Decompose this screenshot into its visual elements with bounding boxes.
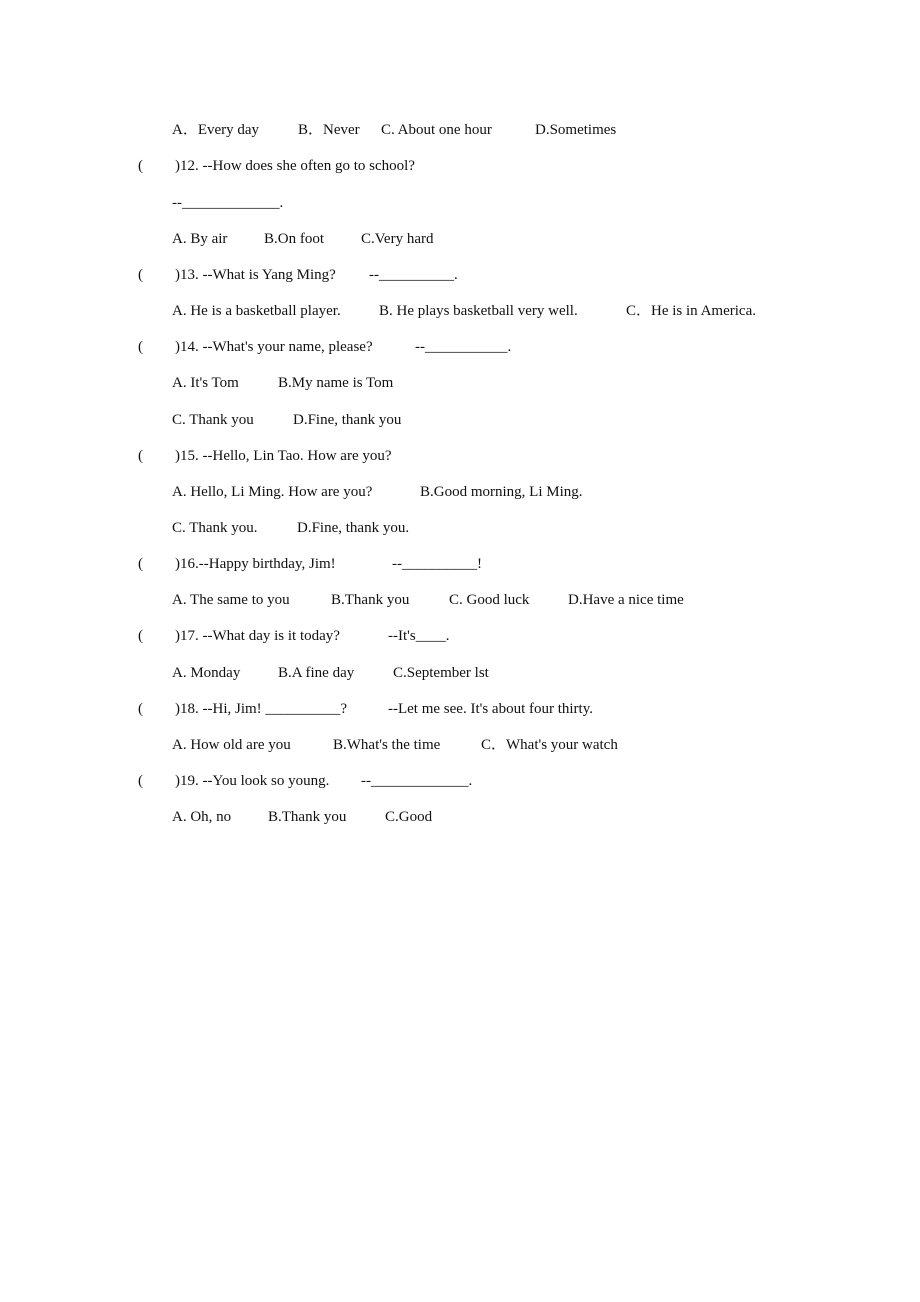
answer-bracket: (: [138, 773, 143, 789]
answer-bracket: (: [138, 339, 143, 355]
answer-bracket: (: [138, 628, 143, 644]
reply-blank: --__________!: [392, 556, 482, 572]
question-stem: )16.--Happy birthday, Jim!: [175, 556, 336, 572]
question-stem: )18. --Hi, Jim! __________?: [175, 701, 348, 717]
reply-text: --Let me see. It's about four thirty.: [388, 701, 593, 717]
option-a: A. It's Tom: [172, 375, 239, 391]
option-c: C. Good luck: [449, 592, 530, 608]
answer-bracket: (: [138, 556, 143, 572]
option-b: B. He plays basketball very well.: [379, 303, 578, 319]
reply-blank: --_____________.: [361, 773, 473, 789]
option-c: C.Good: [385, 809, 433, 825]
option-a: A. By air: [172, 231, 228, 247]
option-a: A. Hello, Li Ming. How are you?: [172, 484, 373, 500]
reply-blank: --It's____.: [388, 628, 450, 644]
option-a: A. How old are you: [172, 737, 291, 753]
option-c: C.September lst: [393, 665, 489, 681]
answer-bracket: (: [138, 448, 143, 464]
option-b: B.Thank you: [331, 592, 410, 608]
answer-blank-line: --_____________.: [172, 195, 284, 211]
question-stem: )12. --How does she often go to school?: [175, 158, 415, 174]
reply-blank: --___________.: [415, 339, 512, 355]
q11-option-d: D.Sometimes: [535, 122, 617, 138]
answer-bracket: (: [138, 267, 143, 283]
option-b: B.On foot: [264, 231, 324, 247]
option-c: C．What's your watch: [481, 737, 618, 753]
option-b: B.Good morning, Li Ming.: [420, 484, 583, 500]
option-c: C. Thank you: [172, 412, 254, 428]
option-b: B.Thank you: [268, 809, 347, 825]
question-stem: )17. --What day is it today?: [175, 628, 340, 644]
option-a: A. He is a basketball player.: [172, 303, 341, 319]
option-c: C．He is in America.: [626, 303, 756, 319]
option-d: D.Have a nice time: [568, 592, 684, 608]
option-d: D.Fine, thank you: [293, 412, 402, 428]
answer-bracket: (: [138, 701, 143, 717]
question-stem: )13. --What is Yang Ming?: [175, 267, 336, 283]
option-b: B.My name is Tom: [278, 375, 394, 391]
question-stem: )14. --What's your name, please?: [175, 339, 373, 355]
question-stem: )15. --Hello, Lin Tao. How are you?: [175, 448, 392, 464]
option-a: A. The same to you: [172, 592, 290, 608]
reply-blank: --__________.: [369, 267, 458, 283]
q11-option-c: C. About one hour: [381, 122, 492, 138]
option-a: A. Oh, no: [172, 809, 232, 825]
option-d: D.Fine, thank you.: [297, 520, 410, 536]
option-c: C. Thank you.: [172, 520, 258, 536]
option-b: B.A fine day: [278, 665, 355, 681]
option-c: C.Very hard: [361, 231, 434, 247]
question-stem: )19. --You look so young.: [175, 773, 330, 789]
q11-option-b: B．Never: [298, 122, 360, 138]
option-b: B.What's the time: [333, 737, 441, 753]
option-a: A. Monday: [172, 665, 241, 681]
answer-bracket: (: [138, 158, 143, 174]
q11-option-a: A．Every day: [172, 122, 260, 138]
